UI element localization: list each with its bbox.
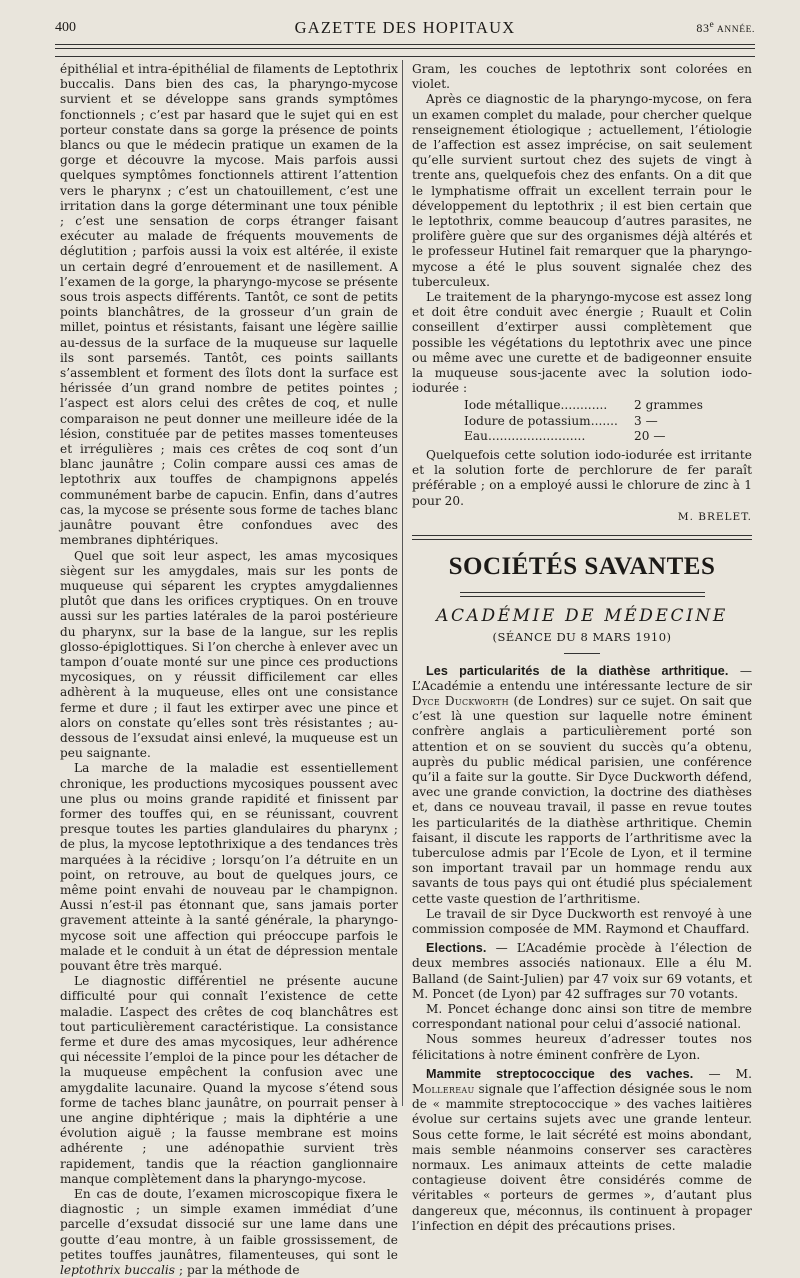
formula-qty: 20 — <box>634 428 666 443</box>
left-column <box>60 62 398 1278</box>
formula-row <box>464 398 714 413</box>
section-rule <box>412 535 752 540</box>
section-title-rule <box>460 592 705 597</box>
article-paragraph <box>412 664 752 907</box>
session-date: (SÉANCE DU 8 MARS 1910) <box>492 630 672 645</box>
journal-title: GAZETTE DES HOPITAUX <box>294 18 516 37</box>
formula-row <box>464 429 714 444</box>
species-name: leptothrix buccalis <box>60 1263 176 1278</box>
column-divider <box>402 60 403 1106</box>
right-column <box>412 62 753 1233</box>
session-rule <box>564 653 600 654</box>
issue-year-sup: e <box>709 20 715 30</box>
paragraph: Le diagnostic différentiel ne présente aucune difficulté pour qui connaît l’existence de cette maladie. L’aspect des crêtes de coq blanchâtres est tout particulièrement caractéristique. La consistance ferme et dure des amas mycosiques, leur adhérence qui nécessite l’emploi de la pince pour les détacher de la muqueuse empêchent la confusion avec une amygdalite lacunaire. Quand la mycose s’étend sous forme de taches blanc jaunâtre, on pourrait penser à une angine diphtérique ; mais la diphtérie a une évolution aiguë ; la fausse membrane est moins adhérente ; une adénopathie survient très rapidement, tandis que la réaction ganglionnaire manque complètement dans la pharyngo-mycose. <box>60 974 398 1186</box>
article-text: (de Londres) sur ce sujet. On sait que c’est là une question sur laquelle notre éminent confrère anglais a particulièrement porté son attention et on se souvient du succès qu’a obtenu, auprès du public médical parisien, une conférence qu’il a faite sur la goutte. Sir Dyce Duckworth défend, avec une grande conviction, la doctrine des diathèses et, dans ce nouveau travail, il passe en revue toutes les particularités de la diathèse arthritique. Chemin faisant, il discute les rapports de l’arthritisme avec la tuberculose admis par l’Ecole de Lyon, et il termine son important travail par un hommage rendu aux savants de tous pays qui ont étudié plus spécialement cette vaste question de l’arthritisme. <box>412 693 752 906</box>
paragraph: La marche de la maladie est essentiellement chronique, les productions mycosiques poussent avec une plus ou moins grande rapidité et finissent par former des touffes qui, en se réunissant, couvrent presque toutes les parties glandulaires du pharynx ; de plus, la mycose leptothrixique a des tendances très marquées à la récidive ; lorsqu’on l’a détruite en un point, on retrouve, au bout de quelques jours, ce même point envahi de nouveau par le champignon. Aussi n’est-il pas étonnant que, sans jamais porter gravement atteinte à la santé générale, la pharyngo-mycose soit une affection qui préoccupe parfois le malade et le conduit à un état de dépression mentale pouvant être très marqué. <box>60 761 398 973</box>
article-paragraph: Le travail de sir Dyce Duckworth est renvoyé à une commission composée de MM. Raymond et Chauffard. <box>412 906 752 936</box>
issue-year-word: ANNÉE. <box>714 25 755 35</box>
issue-year-number: 83 <box>696 21 710 35</box>
article-paragraph <box>412 1067 752 1234</box>
author-name: Mollereau <box>412 1081 475 1096</box>
section-title: SOCIÉTÉS SAVANTES <box>448 553 716 581</box>
article-headline: Les particularités de la diathèse arthritique. <box>426 663 729 678</box>
header-rule-thin <box>55 56 755 57</box>
paragraph-text: ; par la méthode de <box>175 1263 300 1278</box>
formula-list <box>464 398 714 444</box>
article-text: — L’Académie procède à l’élection de deux membres associés nationaux. Elle a élu M. Balland (de Saint-Julien) par 47 voix sur 69 votants, et M. Poncet (de Lyon) par 42 suffrages sur 70 votants. <box>412 941 752 1001</box>
article-paragraph: M. Poncet échange donc ainsi son titre de membre correspondant national pour celui d’associé national. <box>412 1001 752 1032</box>
formula-item: Eau......................... <box>464 428 586 443</box>
paragraph: Quel que soit leur aspect, les amas mycosiques siègent sur les amygdales, mais sur les ponts de muqueuse qui séparent les cryptes amygdaliennes plutôt que dans les orifices cryptiques. On en trouve aussi sur les parties latérales de la paroi postérieure du pharynx, sur la base de la langue, sur les replis glosso-épiglottiques. Si l’on cherche à enlever avec un tampon d’ouate monté sur une pince ces productions mycosiques, on y réussit difficilement car elles adhèrent à la muqueuse, elles ont une consistance ferme et dure ; il faut les extirper avec une pince et alors on constate qu’elles sont très résistantes ; au-dessous de l’exsudat ainsi enlevé, la muqueuse est un peu saignante. <box>60 548 398 761</box>
paragraph: épithélial et intra-épithélial de filaments de Leptothrix buccalis. Dans bien des cas, la pharyngo-mycose survient et se développe sans grands symptômes fonctionnels ; c’est par hasard que le sujet qui en est porteur constate dans sa gorge la présence de points blancs ou que le médecin pratique un examen de la gorge et découvre la mycose. Mais parfois aussi quelques symptômes fonctionnels attirent l’attention vers le pharynx ; c’est un chatouillement, c’est une irritation dans la gorge déterminant une toux pénible ; c’est une sensation de corps étranger faisant exécuter au malade de fréquents mouvements de déglutition ; parfois aussi la voix est altérée, il existe un certain degré d’enrouement et de nasillement. A l’examen de la gorge, la pharyngo-mycose se présente sous trois aspects différents. Tantôt, ce sont de petits points blanchâtres, de la grosseur d’un grain de millet, pointus et résistants, faisant une légère saillie au-dessus de la surface de la muqueuse sur laquelle ils sont parsemés. Tantôt, ces points saillants s’assemblent et forment des îlots dont la surface est hérissée d’un grand nombre de petites pointes ; l’aspect est alors celui des crêtes de coq, et nulle comparaison ne peut donner une meilleure idée de la lésion, constituée par de petites masses tomenteuses et irrégulières ; mais ces crêtes de coq sont d’un blanc jaunâtre ; Colin compare aussi ces amas de leptothrix aux touffes de champignons appelés communément barbe de capucin. Enfin, dans d’autres cas, la mycose se présente sous forme de taches blanc jaunâtre pouvant être confondues avec des membranes diphtériques. <box>60 62 398 548</box>
formula-item: Iode métallique............ <box>464 398 608 413</box>
page-header <box>55 18 755 40</box>
author-signature: M. BRELET. <box>677 510 752 523</box>
article-paragraph <box>412 941 752 1002</box>
formula-item: Iodure de potassium....... <box>464 413 618 428</box>
article-text: — M. <box>693 1066 753 1081</box>
paragraph: Gram, les couches de leptothrix sont colorées en violet. <box>412 62 752 92</box>
paragraph: Quelquefois cette solution iodo-iodurée est irritante et la solution forte de perchlorure de fer paraît préférable ; on a employé aussi le chlorure de zinc à 1 pour 20. <box>412 448 752 508</box>
article-headline: Mammite streptococcique des vaches. <box>426 1066 694 1081</box>
paragraph: Le traitement de la pharyngo-mycose est assez long et doit être conduit avec énergie ; Ruault et Colin conseillent d’extirper aussi complètement que possible les végétations du leptothrix avec une pince ou même avec une curette et de badigeonner ensuite la muqueuse sous-jacente avec la solution iodo-iodurée : <box>412 290 752 396</box>
article-text: — L’Académie a entendu une intéressante lecture de sir <box>412 663 752 693</box>
formula-qty: 2 grammes <box>634 398 704 413</box>
formula-qty: 3 — <box>634 413 658 428</box>
issue-year <box>696 20 755 36</box>
academy-title: ACADÉMIE DE MÉDECINE <box>436 606 728 627</box>
article-paragraph: Nous sommes heureux d’adresser toutes nos félicitations à notre éminent confrère de Lyon. <box>412 1032 752 1062</box>
formula-row <box>464 414 714 429</box>
page-number: 400 <box>55 20 76 35</box>
author-name: Dyce Duckworth <box>412 693 509 708</box>
paragraph <box>60 1187 398 1278</box>
paragraph: Après ce diagnostic de la pharyngo-mycose, on fera un examen complet du malade, pour chercher quelque renseignement étiologique ; actuellement, l’étiologie de l’affection est assez imprécise, on sait seulement qu’elle survient surtout chez des sujets de vingt à trente ans, quelquefois chez des enfants. On a dit que le lymphatisme offrait un excellent terrain pour le développement du leptothrix ; il est bien certain que le leptothrix, comme beaucoup d’autres parasites, ne prolifère guère que sur des organismes déjà altérés et le professeur Hutinel fait remarquer que la pharyngo-mycose a été le plus souvent signalée chez des tuberculeux. <box>412 92 752 289</box>
article-headline: Elections. <box>426 941 487 956</box>
paragraph-text: En cas de doute, l’examen microscopique fixera le diagnostic ; un simple examen immédiat d’une parcelle d’exsudat dissocié sur une lame dans une goutte d’eau montre, à un faible grossissement, de petites touffes jaunâtres, filamenteuses, qui sont le <box>60 1187 398 1262</box>
header-rule <box>55 44 755 49</box>
article-text: signale que l’affection désignée sous le nom de « mammite streptococcique » des vaches laitières évolue sur certains sujets avec une grande lenteur. Sous cette forme, le lait sécrété est moins abondant, mais semble néanmoins conserver ses caractères normaux. Les animaux atteints de cette maladie contagieuse doivent être considérés comme de véritables « porteurs de germes », d’autant plus dangereux que, méconnus, ils continuent à propager l’infection en dépit des précautions prises. <box>412 1081 752 1233</box>
